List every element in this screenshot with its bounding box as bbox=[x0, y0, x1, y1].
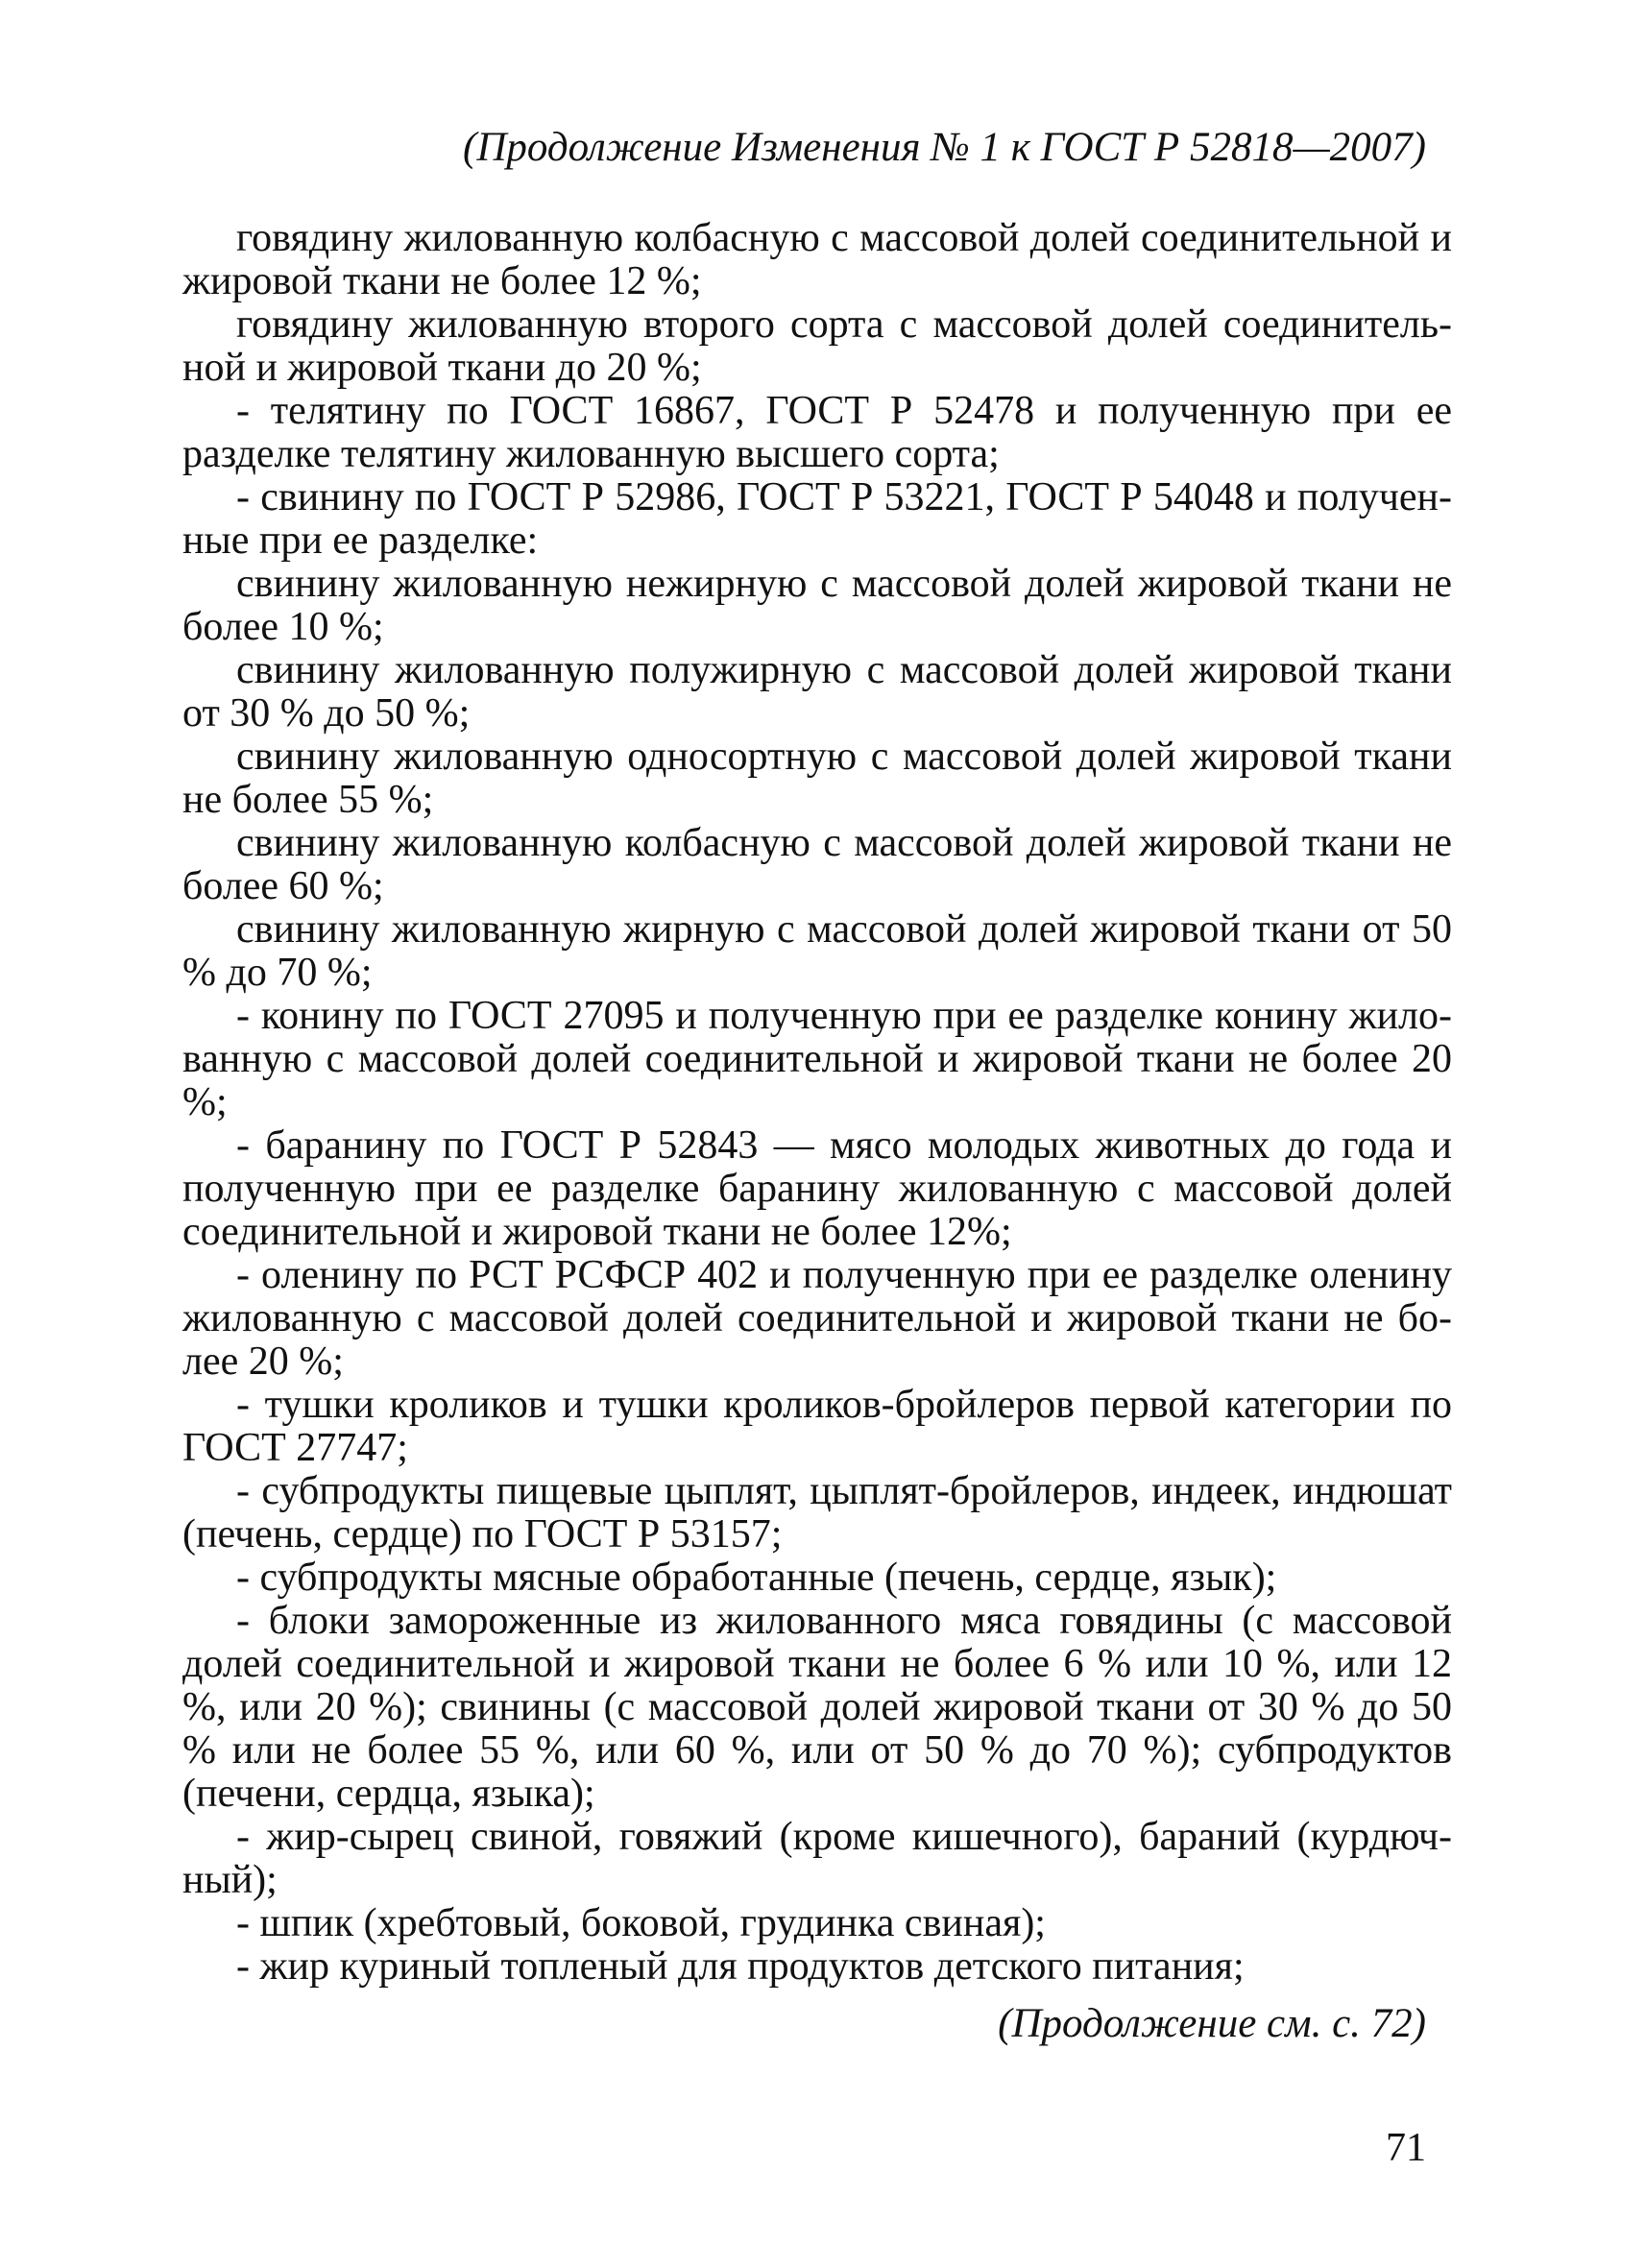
paragraph: свинину жилованную полужирную с массовой долей жировой ткани от 30 % до 50 %; bbox=[182, 648, 1452, 736]
paragraph: - субпродукты мясные обработанные (печень, сердце, язык); bbox=[236, 1556, 1277, 1600]
paragraph: - тушки кроликов и тушки кроликов-бройлеров первой категории по ГОСТ 27747; bbox=[182, 1383, 1452, 1470]
paragraph: - оленину по РСТ РСФСР 402 и полученную при ее разделке оленину жилованную с массовой долей соединительной и жировой ткани не более 20 %; bbox=[182, 1253, 1452, 1384]
paragraph: - телятину по ГОСТ 16867, ГОСТ Р 52478 и полученную при ее разделке телятину жилованную высшего сорта; bbox=[182, 389, 1452, 476]
page-header: (Продолжение Изменения № 1 к ГОСТ Р 52818—2007) bbox=[463, 125, 1426, 170]
body-text bbox=[182, 217, 1452, 1989]
paragraph: свинину жилованную колбасную с массовой долей жировой ткани не более 60 %; bbox=[182, 821, 1452, 908]
paragraph: - баранину по ГОСТ Р 52843 — мясо молодых животных до года и полученную при ее разделке баранину жилованную с массовой долей соединительной и жировой ткани не более 12%; bbox=[182, 1123, 1452, 1254]
paragraph: свинину жилованную нежирную с массовой долей жировой ткани не более 10 %; bbox=[182, 562, 1452, 649]
paragraph: свинину жилованную жирную с массовой долей жировой ткани от 50 % до 70 %; bbox=[182, 907, 1452, 995]
paragraph: говядину жилованную второго сорта с массовой долей соединительной и жировой ткани до 20 %; bbox=[182, 302, 1452, 390]
page-number: 71 bbox=[1386, 2126, 1426, 2170]
paragraph: говядину жилованную колбасную с массовой долей соединительной и жировой ткани не более 12 %; bbox=[182, 216, 1452, 303]
paragraph: - конину по ГОСТ 27095 и полученную при ее разделке конину жилованную с массовой долей соединительной и жировой ткани не более 20 %; bbox=[182, 994, 1452, 1124]
paragraph: - блоки замороженные из жилованного мяса говядины (с массовой долей соединительной и жировой ткани не более 6 % или 10 %, или 12 %, или 20 %); свинины (с массовой долей жировой ткани от 30 % до 50 % или не более 55 %, или 60 %, или от 50 % до 70 %); субпродуктов (печени, сердца, языка); bbox=[182, 1599, 1452, 1816]
paragraph: - свинину по ГОСТ Р 52986, ГОСТ Р 53221, ГОСТ Р 54048 и полученные при ее разделке: bbox=[182, 475, 1452, 563]
paragraph: - жир куриный топленый для продуктов детского питания; bbox=[236, 1944, 1245, 1989]
paragraph: - шпик (хребтовый, боковой, грудинка свиная); bbox=[236, 1901, 1046, 1945]
continuation-note: (Продолжение см. с. 72) bbox=[998, 2001, 1426, 2046]
paragraph: - субпродукты пищевые цыплят, цыплят-бройлеров, индеек, индюшат (печень, сердце) по ГОСТ Р 53157; bbox=[182, 1469, 1452, 1556]
paragraph: свинину жилованную односортную с массовой долей жировой ткани не более 55 %; bbox=[182, 735, 1452, 822]
paragraph: - жир-сырец свиной, говяжий (кроме кишечного), бараний (курдючный); bbox=[182, 1815, 1452, 1902]
